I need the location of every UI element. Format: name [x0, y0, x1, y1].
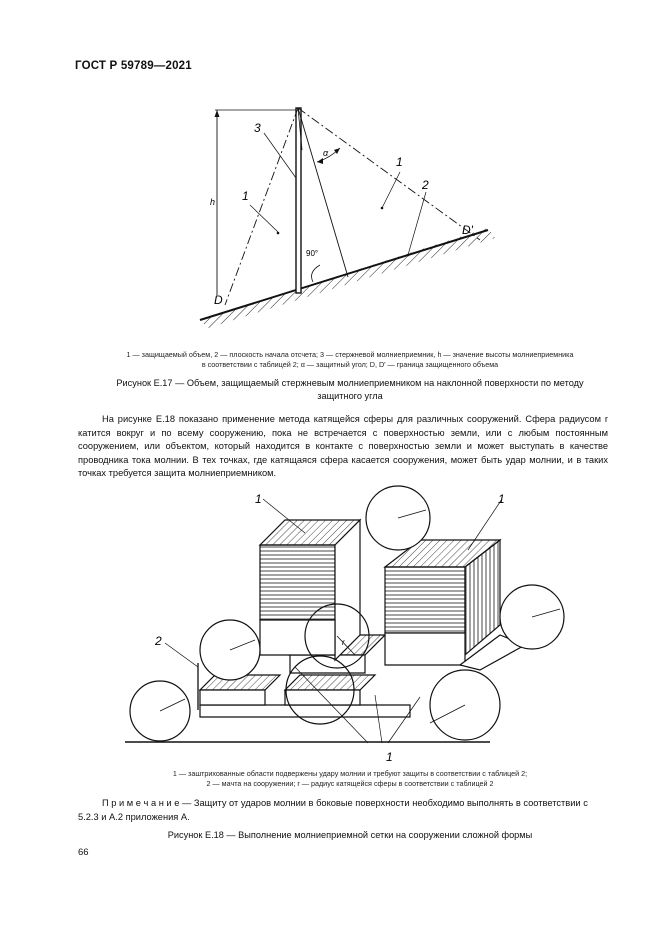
boundary-line-right: [298, 108, 480, 240]
label-D: D: [214, 293, 223, 307]
body-paragraph: На рисунке Е.18 показано применение метода катящейся сферы для различных сооружений. Сфера радиусом r катится вокруг и по всему сооружению, пока не встречается с поверхностью земли, или с любым постоянным сооружением, или объектом, который находится в контакте с поверхностью земли и может выступать в качестве проводника тока молнии. В тех точках, где катящаяся сфера касается сооружения, может быть удар молнии, и в таких точках требуется защита молниеприемником.: [78, 414, 608, 479]
caption-line: Рисунок Е.17 — Объем, защищаемый стержневым молниеприемником на наклонной поверхности по методу: [116, 378, 584, 388]
label-1-left: 1: [255, 492, 262, 506]
page-number: 66: [78, 847, 89, 858]
figure-e17-legend: [70, 350, 630, 370]
label-h: h: [210, 197, 216, 207]
label-r: r: [342, 638, 345, 647]
legend-line: в соответствии с таблицей 2; α — защитный угол; D, D' — граница защищенного объема: [201, 360, 499, 369]
legend-line: 2 — мачта на сооружении; r — радиус катящейся сферы в соответствии с таблицей 2: [206, 779, 494, 788]
label-1-right: 1: [396, 155, 403, 169]
figure-e17-diagram: [190, 100, 500, 330]
figure-e18-caption: Рисунок Е.18 — Выполнение молниеприемной сетки на сооружении сложной формы: [167, 830, 533, 840]
label-3: 3: [254, 121, 261, 135]
ground-hatching: [200, 228, 495, 328]
right-angle-arc: [312, 265, 320, 282]
caption-line: защитного угла: [317, 391, 383, 401]
base-platform: [200, 705, 410, 717]
left-tower-front: [260, 545, 335, 620]
label-D-prime: D': [462, 223, 473, 237]
sloped-ground-line: [200, 230, 488, 320]
boundary-line-left: [225, 108, 298, 305]
note-label: П р и м е ч а н и е: [102, 798, 180, 808]
label-1-bottom: 1: [386, 750, 393, 764]
figure-e18-diagram: [120, 485, 565, 765]
legend-line: 1 — заштрихованные области подвержены удару молнии и требуют защиты в соответствии с таблицей 2;: [172, 769, 528, 778]
note-text: — Защиту от ударов молнии в боковые поверхности необходимо выполнять в соответствии с 5.2.3 и А.2 приложения А.: [78, 798, 588, 822]
label-1-left: 1: [242, 189, 249, 203]
document-header: ГОСТ Р 59789—2021: [75, 60, 192, 72]
label-2: 2: [422, 178, 429, 192]
figure-e18-legend: [70, 769, 630, 789]
middle-block-roof: [285, 675, 375, 690]
legend-line: 1 — защищаемый объем, 2 — плоскость начала отсчета; 3 — стержневой молниеприемник, h — значение высоты молниеприемника: [126, 350, 574, 359]
label-1-right: 1: [498, 492, 505, 506]
label-2: 2: [155, 634, 162, 648]
left-tower-side: [335, 520, 360, 660]
label-alpha: α: [323, 148, 329, 158]
note-paragraph: [78, 797, 608, 824]
right-tower-front: [385, 567, 465, 633]
label-90deg: 90°: [306, 249, 319, 258]
figure-e17-caption: [60, 377, 640, 403]
